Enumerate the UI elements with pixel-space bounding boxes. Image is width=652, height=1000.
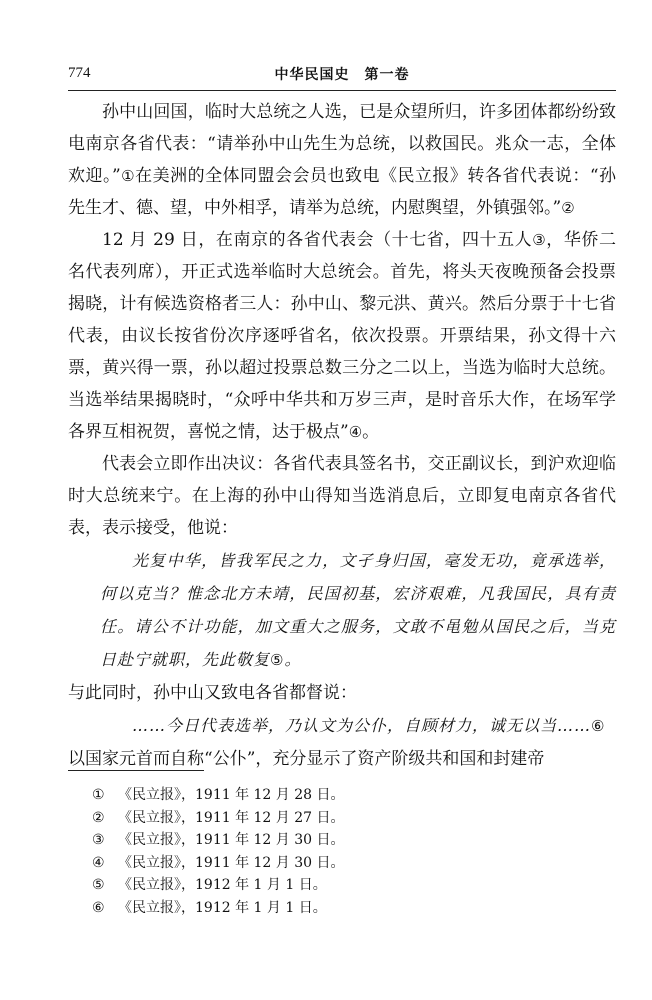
block-quote-1: 光复中华，皆我军民之力，文孑身归国，毫发无功，竟承选举，何以克当？惟念北方未靖，民国初基，宏济艰难，凡我国民，具有责任。请公不计功能，加文重大之服务，文敢不黾勉从国民之后，当克日赴宁就职，先此敬复⑤。 bbox=[100, 551, 616, 669]
footnote-ref-6: ⑥ bbox=[591, 717, 606, 735]
footnote-ref-2: ② bbox=[561, 199, 575, 217]
page-number: 774 bbox=[68, 65, 91, 81]
footnote-1: ① 《民立报》，1911 年 12 月 28 日。 bbox=[92, 787, 345, 803]
footnote-ref-3: ③ bbox=[532, 231, 547, 249]
footnote-4: ④ 《民立报》，1911 年 12 月 30 日。 bbox=[92, 854, 345, 871]
block-quote-2: ……今日代表选举，乃认文为公仆，自顾材力，诚无以当……⑥ bbox=[132, 716, 606, 735]
page-header bbox=[68, 62, 616, 91]
running-title: 中华民国史 第一卷 bbox=[274, 67, 410, 83]
paragraph-3: 代表会立即作出决议：各省代表具签名书，交正副议长，到沪欢迎临时大总统来宁。在上海的孙中山得知当选消息后，立即复电南京各省代表，表示接受，他说： bbox=[68, 454, 616, 538]
footnote-ref-4: ④ bbox=[348, 423, 363, 441]
paragraph-1: 孙中山回国，临时大总统之人选，已是众望所归，许多团体都纷纷致电南京各省代表：“请举孙中山先生为总统，以救国民。兆众一志，全体欢迎。”①在美洲的全体同盟会会员也致电《民立报》转各省代表说：“孙先生才、德、望，中外相孚，请举为总统，内慰舆望，外镇强邻。”② bbox=[68, 102, 616, 218]
main-text bbox=[68, 96, 616, 775]
footnote-ref-1: ① bbox=[120, 167, 136, 185]
footnote-5: ⑤ 《民立报》，1912 年 1 月 1 日。 bbox=[92, 877, 327, 893]
paragraph-2: 12 月 29 日，在南京的各省代表会（十七省，四十五人③，华侨二名代表列席），开正式选举临时大总统会。首先，将头天夜晚预备会投票揭晓，计有候选资格者三人：孙中山、黎元洪、黄兴。然后分票于十七省代表，由议长按省份次序逐呼省名，依次投票。开票结果，孙文得十六票，黄兴得一票，孙以超过投票总数三分之二以上，当选为临时大总统。当选举结果揭晓时，“众呼中华共和万岁三声，是时音乐大作，在场军学各界互相祝贺，喜悦之情，达于极点”④。 bbox=[68, 230, 617, 442]
footnote-6: ⑥ 《民立报》，1912 年 1 月 1 日。 bbox=[92, 899, 327, 916]
footnote-3: ③ 《民立报》，1911 年 12 月 30 日。 bbox=[92, 832, 345, 848]
footnote-ref-5: ⑤ bbox=[270, 651, 285, 669]
footnote-divider bbox=[68, 770, 204, 771]
footnotes bbox=[92, 784, 592, 919]
footnote-2: ② 《民立报》，1911 年 12 月 27 日。 bbox=[92, 809, 345, 826]
paragraph-4: 与此同时，孙中山又致电各省都督说： bbox=[68, 683, 357, 703]
paragraph-5: 以国家元首而自称“公仆”，充分显示了资产阶级共和国和封建帝 bbox=[68, 749, 545, 769]
